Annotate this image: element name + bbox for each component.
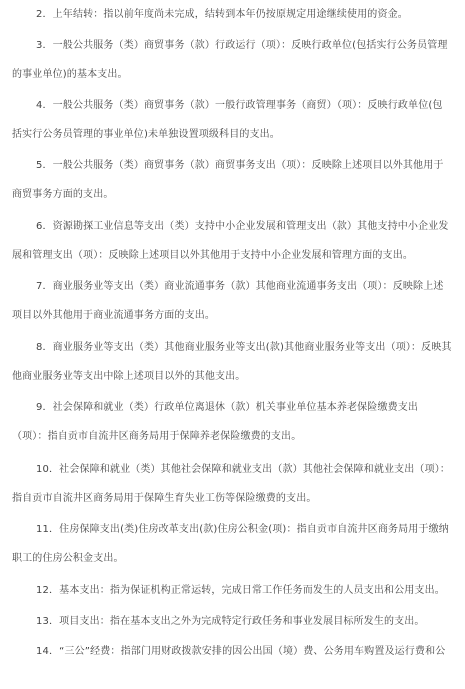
paragraph-13: 13．项目支出：指在基本支出之外为完成特定行政任务和事业发展目标所发生的支出。 (36, 616, 425, 627)
paragraph-14: 14．“三公”经费：指部门用财政拨款安排的因公出国（境）费、公务用车购置及运行费和公 (36, 646, 446, 657)
paragraph-12: 12．基本支出：指为保证机构正常运转，完成日常工作任务而发生的人员支出和公用支出。 (36, 585, 445, 596)
paragraph-4: 4．一般公共服务（类）商贸事务（款）一般行政管理事务（商贸）（项）：反映行政单位(包括实行公务员管理的事业单位)未单独设置项级科目的支出。 (12, 100, 443, 140)
paragraph-6: 6．资源勘探工业信息等支出（类）支持中小企业发展和管理支出（款）其他支持中小企业发展和管理支出（项）：反映除上述项目以外其他用于支持中小企业发展和管理方面的支出。 (12, 221, 449, 261)
paragraph-3: 3．一般公共服务（类）商贸事务（款）行政运行（项）：反映行政单位(包括实行公务员管理的事业单位)的基本支出。 (12, 40, 448, 80)
paragraph-2: 2．上年结转：指以前年度尚未完成，结转到本年仍按原规定用途继续使用的资金。 (36, 9, 408, 20)
paragraph-8: 8．商业服务业等支出（类）其他商业服务业等支出(款)其他商业服务业等支出（项）：反映其他商业服务业等支出中除上述项目以外的其他支出。 (12, 342, 452, 382)
paragraph-10: 10．社会保障和就业（类）其他社会保障和就业支出（款）其他社会保障和就业支出（项）：指自贡市自流井区商务局用于保障生育失业工伤等保险缴费的支出。 (12, 464, 451, 504)
paragraph-11: 11．住房保障支出(类)住房改革支出(款)住房公积金(项)：指自贡市自流井区商务局用于缴纳职工的住房公积金支出。 (12, 524, 449, 564)
paragraph-9: 9．社会保障和就业（类）行政单位离退休（款）机关事业单位基本养老保险缴费支出（项）：指自贡市自流井区商务局用于保障养老保险缴费的支出。 (12, 402, 419, 442)
paragraph-7: 7．商业服务业等支出（类）商业流通事务（款）其他商业流通事务支出（项）：反映除上述项目以外其他用于商业流通事务方面的支出。 (12, 281, 444, 321)
paragraph-5: 5．一般公共服务（类）商贸事务（款）商贸事务支出（项）：反映除上述项目以外其他用于商贸事务方面的支出。 (12, 160, 444, 200)
